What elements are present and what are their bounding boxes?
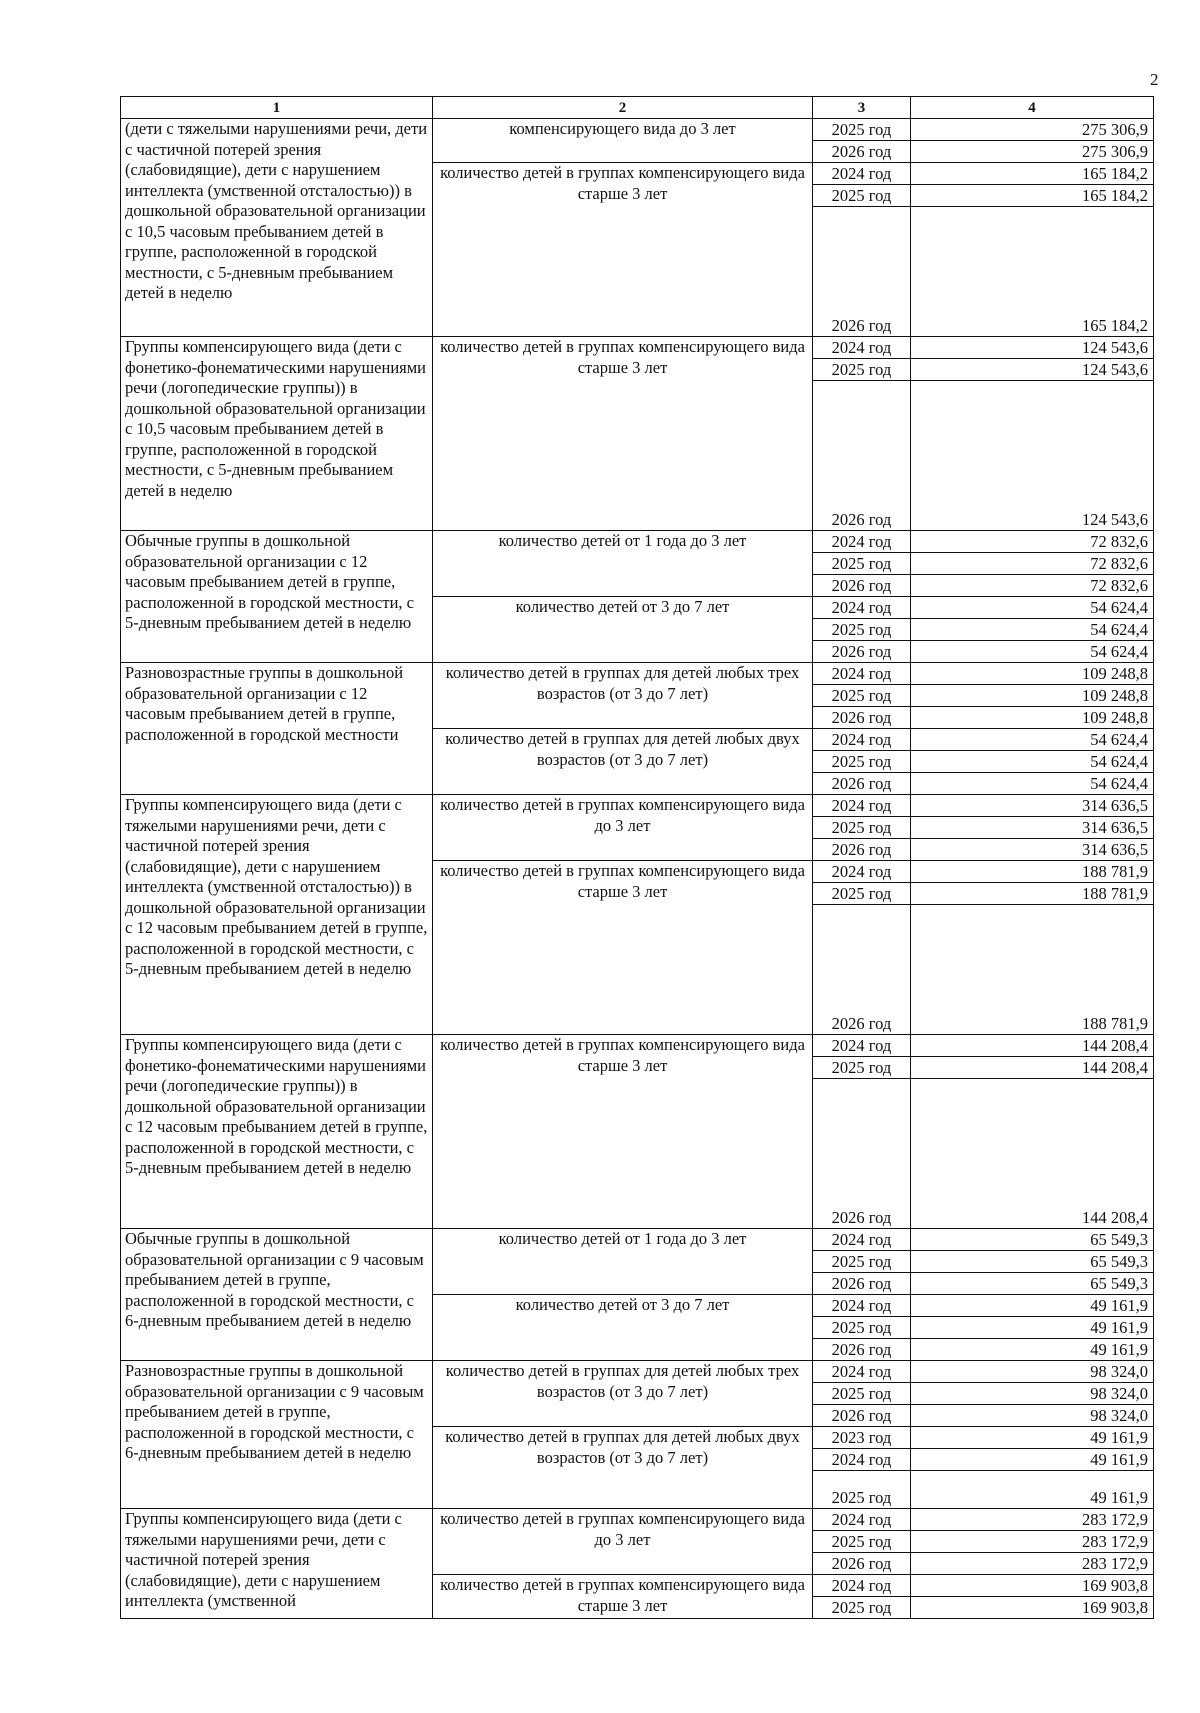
table-row (121, 1035, 1154, 1057)
year-cell: 2026 год (813, 141, 911, 163)
value-cell: 65 549,3 (911, 1273, 1154, 1295)
year-cell: 2025 год (813, 185, 911, 207)
year-cell: 2026 год (813, 1273, 911, 1295)
subgroup-label: количество детей от 1 года до 3 лет (433, 531, 813, 597)
subgroup-label: количество детей в группах компенсирующего вида старше 3 лет (433, 861, 813, 1035)
year-cell: 2026 год (813, 1553, 911, 1575)
value-cell: 72 832,6 (911, 553, 1154, 575)
year-cell: 2026 год (813, 641, 911, 663)
group-description: Группы компенсирующего вида (дети с тяжелыми нарушениями речи, дети с частичной потерей зрения (слабовидящие), дети с нарушением интеллекта (умственной отсталостью)) в дошкольной образовательной организации с 12 часовым пребыванием детей в группе, расположенной в городской местности, с 5-дневным пребыванием детей в неделю (121, 795, 433, 1035)
value-cell: 72 832,6 (911, 531, 1154, 553)
year-cell: 2023 год (813, 1427, 911, 1449)
value-cell: 283 172,9 (911, 1531, 1154, 1553)
group-description: Разновозрастные группы в дошкольной образовательной организации с 12 часовым пребыванием детей в группе, расположенной в городской местности (121, 663, 433, 795)
value-cell: 49 161,9 (911, 1295, 1154, 1317)
value-cell: 165 184,2 (911, 185, 1154, 207)
value-cell: 275 306,9 (911, 119, 1154, 141)
value-cell: 54 624,4 (911, 619, 1154, 641)
year-cell: 2024 год (813, 1229, 911, 1251)
value-cell: 49 161,9 (911, 1317, 1154, 1339)
year-cell: 2024 год (813, 1035, 911, 1057)
year-cell: 2025 год (813, 817, 911, 839)
group-description: (дети с тяжелыми нарушениями речи, дети с частичной потерей зрения (слабовидящие), дети с нарушением интеллекта (умственной отсталостью)) в дошкольной образовательной организации с 10,5 часовым пребыванием детей в группе, расположенной в городской местности, с 5-дневным пребыванием детей в неделю (121, 119, 433, 337)
value-cell: 283 172,9 (911, 1553, 1154, 1575)
subgroup-label: количество детей от 1 года до 3 лет (433, 1229, 813, 1295)
subgroup-label: количество детей от 3 до 7 лет (433, 1295, 813, 1361)
year-cell: 2024 год (813, 795, 911, 817)
value-cell: 314 636,5 (911, 817, 1154, 839)
year-cell: 2025 год (813, 1383, 911, 1405)
value-cell: 314 636,5 (911, 839, 1154, 861)
value-cell: 124 543,6 (911, 359, 1154, 381)
year-cell: 2025 год (813, 685, 911, 707)
value-cell: 275 306,9 (911, 141, 1154, 163)
value-cell: 283 172,9 (911, 1509, 1154, 1531)
year-cell: 2026 год (813, 905, 911, 1035)
subgroup-label: количество детей в группах для детей любых трех возрастов (от 3 до 7 лет) (433, 1361, 813, 1427)
value-cell: 124 543,6 (911, 381, 1154, 531)
header-row (121, 97, 1154, 119)
table-row (121, 1361, 1154, 1383)
value-cell: 109 248,8 (911, 685, 1154, 707)
value-cell: 49 161,9 (911, 1339, 1154, 1361)
year-cell: 2026 год (813, 839, 911, 861)
year-cell: 2025 год (813, 119, 911, 141)
year-cell: 2025 год (813, 883, 911, 905)
header-cell-2: 2 (433, 97, 813, 119)
group-description: Разновозрастные группы в дошкольной образовательной организации с 9 часовым пребыванием детей в группе, расположенной в городской местности, с 6-дневным пребыванием детей в неделю (121, 1361, 433, 1509)
year-cell: 2024 год (813, 1449, 911, 1471)
value-cell: 98 324,0 (911, 1361, 1154, 1383)
value-cell: 188 781,9 (911, 861, 1154, 883)
year-cell: 2025 год (813, 1597, 911, 1619)
value-cell: 54 624,4 (911, 597, 1154, 619)
group-description: Группы компенсирующего вида (дети с фонетико-фонематическими нарушениями речи (логопедические группы)) в дошкольной образовательной организации с 10,5 часовым пребыванием детей в группе, расположенной в городской местности, с 5-дневным пребыванием детей в неделю (121, 337, 433, 531)
year-cell: 2025 год (813, 553, 911, 575)
subgroup-label: количество детей в группах компенсирующего вида старше 3 лет (433, 1035, 813, 1229)
year-cell: 2026 год (813, 1079, 911, 1229)
value-cell: 54 624,4 (911, 641, 1154, 663)
value-cell: 144 208,4 (911, 1057, 1154, 1079)
year-cell: 2024 год (813, 663, 911, 685)
subgroup-label: количество детей в группах компенсирующего вида старше 3 лет (433, 163, 813, 337)
year-cell: 2026 год (813, 381, 911, 531)
table-row (121, 1509, 1154, 1531)
year-cell: 2024 год (813, 729, 911, 751)
subgroup-label: количество детей в группах для детей любых двух возрастов (от 3 до 7 лет) (433, 729, 813, 795)
table-row (121, 795, 1154, 817)
year-cell: 2026 год (813, 773, 911, 795)
value-cell: 144 208,4 (911, 1079, 1154, 1229)
subgroup-label: количество детей в группах компенсирующего вида старше 3 лет (433, 337, 813, 531)
value-cell: 109 248,8 (911, 663, 1154, 685)
year-cell: 2024 год (813, 163, 911, 185)
subgroup-label: количество детей в группах компенсирующего вида до 3 лет (433, 795, 813, 861)
year-cell: 2025 год (813, 1317, 911, 1339)
year-cell: 2026 год (813, 707, 911, 729)
value-cell: 169 903,8 (911, 1575, 1154, 1597)
group-description: Группы компенсирующего вида (дети с тяжелыми нарушениями речи, дети с частичной потерей зрения (слабовидящие), дети с нарушением интеллекта (умственной (121, 1509, 433, 1619)
year-cell: 2024 год (813, 1509, 911, 1531)
year-cell: 2026 год (813, 1339, 911, 1361)
table-body (121, 119, 1154, 1619)
year-cell: 2025 год (813, 1251, 911, 1273)
year-cell: 2025 год (813, 359, 911, 381)
value-cell: 188 781,9 (911, 883, 1154, 905)
year-cell: 2024 год (813, 597, 911, 619)
subgroup-label: компенсирующего вида до 3 лет (433, 119, 813, 163)
value-cell: 169 903,8 (911, 1597, 1154, 1619)
value-cell: 314 636,5 (911, 795, 1154, 817)
value-cell: 49 161,9 (911, 1427, 1154, 1449)
value-cell: 65 549,3 (911, 1229, 1154, 1251)
value-cell: 98 324,0 (911, 1383, 1154, 1405)
group-description: Обычные группы в дошкольной образовательной организации с 9 часовым пребыванием детей в группе, расположенной в городской местности, с 6-дневным пребыванием детей в неделю (121, 1229, 433, 1361)
header-cell-4: 4 (911, 97, 1154, 119)
year-cell: 2026 год (813, 207, 911, 337)
header-cell-1: 1 (121, 97, 433, 119)
year-cell: 2025 год (813, 1057, 911, 1079)
year-cell: 2025 год (813, 1471, 911, 1509)
group-description: Обычные группы в дошкольной образовательной организации с 12 часовым пребыванием детей в группе, расположенной в городской местности, с 5-дневным пребыванием детей в неделю (121, 531, 433, 663)
year-cell: 2024 год (813, 1361, 911, 1383)
value-cell: 165 184,2 (911, 163, 1154, 185)
table-row (121, 119, 1154, 141)
value-cell: 98 324,0 (911, 1405, 1154, 1427)
value-cell: 124 543,6 (911, 337, 1154, 359)
value-cell: 54 624,4 (911, 773, 1154, 795)
year-cell: 2025 год (813, 619, 911, 641)
subgroup-label: количество детей в группах для детей любых двух возрастов (от 3 до 7 лет) (433, 1427, 813, 1509)
subgroup-label: количество детей в группах для детей любых трех возрастов (от 3 до 7 лет) (433, 663, 813, 729)
table-row (121, 337, 1154, 359)
group-description: Группы компенсирующего вида (дети с фонетико-фонематическими нарушениями речи (логопедические группы)) в дошкольной образовательной организации с 12 часовым пребыванием детей в группе, расположенной в городской местности, с 5-дневным пребыванием детей в неделю (121, 1035, 433, 1229)
year-cell: 2025 год (813, 1531, 911, 1553)
year-cell: 2026 год (813, 575, 911, 597)
value-cell: 65 549,3 (911, 1251, 1154, 1273)
value-cell: 144 208,4 (911, 1035, 1154, 1057)
table-row (121, 1229, 1154, 1251)
subgroup-label: количество детей от 3 до 7 лет (433, 597, 813, 663)
value-cell: 49 161,9 (911, 1471, 1154, 1509)
table-row (121, 663, 1154, 685)
value-cell: 54 624,4 (911, 729, 1154, 751)
year-cell: 2026 год (813, 1405, 911, 1427)
year-cell: 2024 год (813, 1295, 911, 1317)
norms-table (120, 96, 1154, 1619)
value-cell: 165 184,2 (911, 207, 1154, 337)
year-cell: 2024 год (813, 531, 911, 553)
value-cell: 109 248,8 (911, 707, 1154, 729)
value-cell: 188 781,9 (911, 905, 1154, 1035)
subgroup-label: количество детей в группах компенсирующего вида старше 3 лет (433, 1575, 813, 1619)
year-cell: 2024 год (813, 861, 911, 883)
value-cell: 49 161,9 (911, 1449, 1154, 1471)
table-row (121, 531, 1154, 553)
year-cell: 2025 год (813, 751, 911, 773)
header-cell-3: 3 (813, 97, 911, 119)
year-cell: 2024 год (813, 337, 911, 359)
page-number: 2 (1150, 70, 1159, 89)
subgroup-label: количество детей в группах компенсирующего вида до 3 лет (433, 1509, 813, 1575)
value-cell: 72 832,6 (911, 575, 1154, 597)
year-cell: 2024 год (813, 1575, 911, 1597)
value-cell: 54 624,4 (911, 751, 1154, 773)
